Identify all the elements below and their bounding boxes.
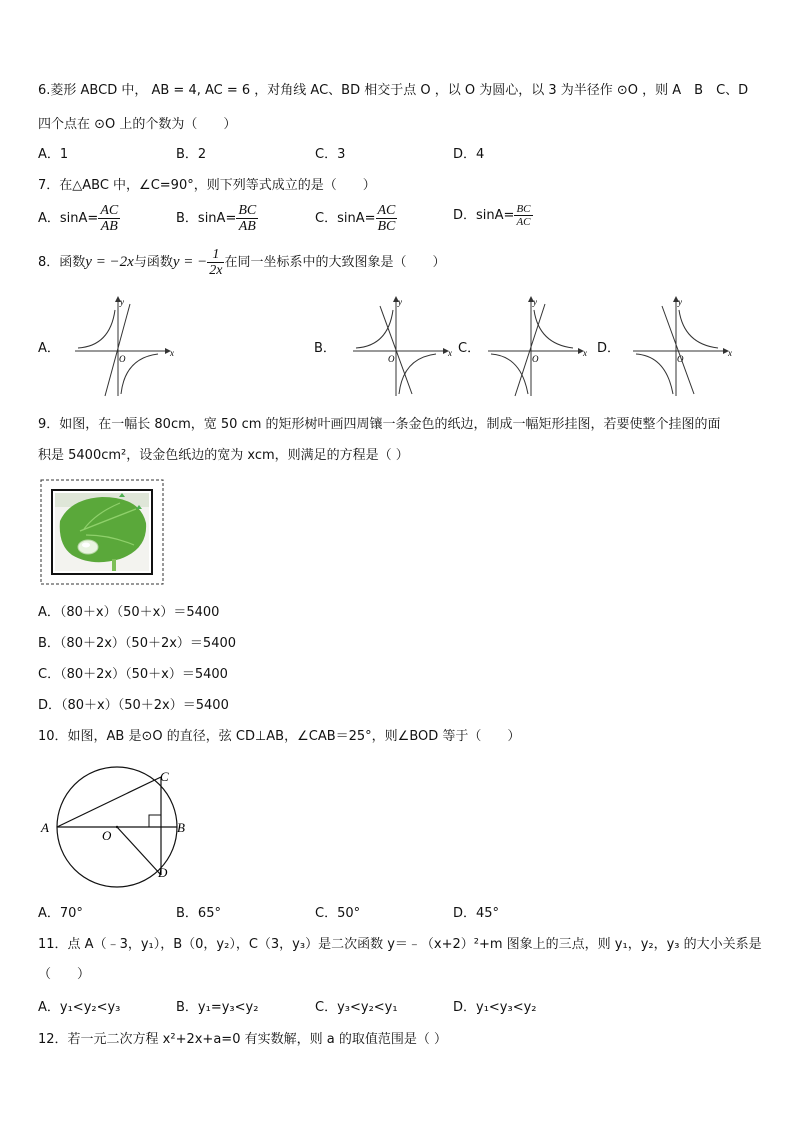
q11-line2: （ ）: [38, 967, 91, 982]
q8-option-c: C．: [458, 341, 481, 356]
q10-stem: 10．如图，AB 是⊙O 的直径，弦 CD⊥AB，∠CAB＝25°，则∠BOD 等于（ ）: [38, 729, 521, 744]
q10-option-d: D．45°: [453, 906, 500, 921]
q9-option-a: A．（80＋x）（50＋x）＝5400: [38, 605, 220, 620]
q12-stem: 12．若一元二次方程 x²+2x+a=0 有实数解，则 a 的取值范围是（ ）: [38, 1032, 447, 1047]
q11-option-d: D．y₁<y₃<y₂: [453, 1000, 537, 1015]
q7-option-a: A．sinA= $\frac{AC}{AB}$: [38, 203, 119, 234]
svg-text:B: B: [177, 820, 185, 835]
svg-text:O: O: [102, 828, 112, 843]
q6-option-b: B．2: [176, 147, 207, 162]
q7-option-b: B．sinA= $\frac{BC}{AB}$: [176, 203, 257, 234]
q7-stem: 7．在△ABC 中，∠C=90°，则下列等式成立的是（ ）: [38, 178, 376, 193]
svg-text:x: x: [583, 348, 587, 358]
q8-graph-b: [348, 296, 458, 398]
q11-option-a: A．y₁<y₂<y₃: [38, 1000, 121, 1015]
svg-text:C: C: [160, 769, 169, 784]
svg-text:D: D: [158, 865, 168, 880]
q11-option-c: C．y₃<y₂<y₁: [315, 1000, 398, 1015]
svg-text:O: O: [532, 354, 539, 364]
svg-text:y: y: [678, 297, 682, 307]
q6-option-c: C．3: [315, 147, 346, 162]
q8-graph-c: [483, 296, 593, 398]
q8-graph-d: [628, 296, 738, 398]
q7-option-c: C．sinA= $\frac{AC}{BC}$: [315, 203, 396, 234]
q8-stem: 8．函数y = −2x与函数y = − $\frac{1}{2x}$ 在同一坐标系中的大致图象是（ ）: [38, 247, 446, 278]
q10-option-a: A．70°: [38, 906, 83, 921]
svg-text:O: O: [119, 354, 126, 364]
q9-option-c: C．（80＋2x）（50＋x）＝5400: [38, 667, 228, 682]
q11-line1: 11．点 A（﹣3，y₁），B（0，y₂），C（3，y₃）是二次函数 y＝﹣（x+2）²+m 图象上的三点，则 y₁，y₂，y₃ 的大小关系是: [38, 937, 762, 952]
svg-text:y: y: [398, 297, 402, 307]
svg-text:O: O: [388, 354, 395, 364]
q6-option-d: D．4: [453, 147, 485, 162]
q6-line1: 6.菱形 ABCD 中， AB = 4, AC = 6 ，对角线 AC、BD 相交于点 O ，以 O 为圆心，以 3 为半径作 ⊙O ，则 A B C、D: [38, 83, 749, 98]
q9-option-b: B．（80＋2x）（50＋2x）＝5400: [38, 636, 237, 651]
q10-option-c: C．50°: [315, 906, 361, 921]
svg-text:O: O: [677, 354, 684, 364]
q10-circle-figure: [38, 765, 198, 889]
svg-text:A: A: [41, 820, 49, 835]
q8-option-a: A．: [38, 341, 60, 356]
svg-text:x: x: [170, 348, 174, 358]
q9-line2: 积是 5400cm²，设金色纸边的宽为 xcm，则满足的方程是（ ）: [38, 448, 409, 463]
q6-option-a: A．1: [38, 147, 69, 162]
leaf-picture-figure: [40, 479, 164, 585]
q9-option-d: D．（80＋x）（50＋2x）＝5400: [38, 698, 229, 713]
q11-option-b: B．y₁=y₃<y₂: [176, 1000, 259, 1015]
svg-text:x: x: [728, 348, 732, 358]
svg-text:x: x: [448, 348, 452, 358]
q9-line1: 9．如图，在一幅长 80cm，宽 50 cm 的矩形树叶画四周镶一条金色的纸边，制成一幅矩形挂图，若要使整个挂图的面: [38, 417, 721, 432]
q8-option-b: B．: [314, 341, 336, 356]
q8-option-d: D．: [597, 341, 621, 356]
q8-graph-a: [70, 296, 180, 398]
svg-text:y: y: [533, 297, 537, 307]
q7-option-d: D．sinA= $\frac{BC}{AC}$: [453, 203, 531, 228]
q10-option-b: B．65°: [176, 906, 221, 921]
q6-line2: 四个点在 ⊙O 上的个数为（ ）: [38, 117, 237, 132]
svg-text:y: y: [120, 297, 124, 307]
